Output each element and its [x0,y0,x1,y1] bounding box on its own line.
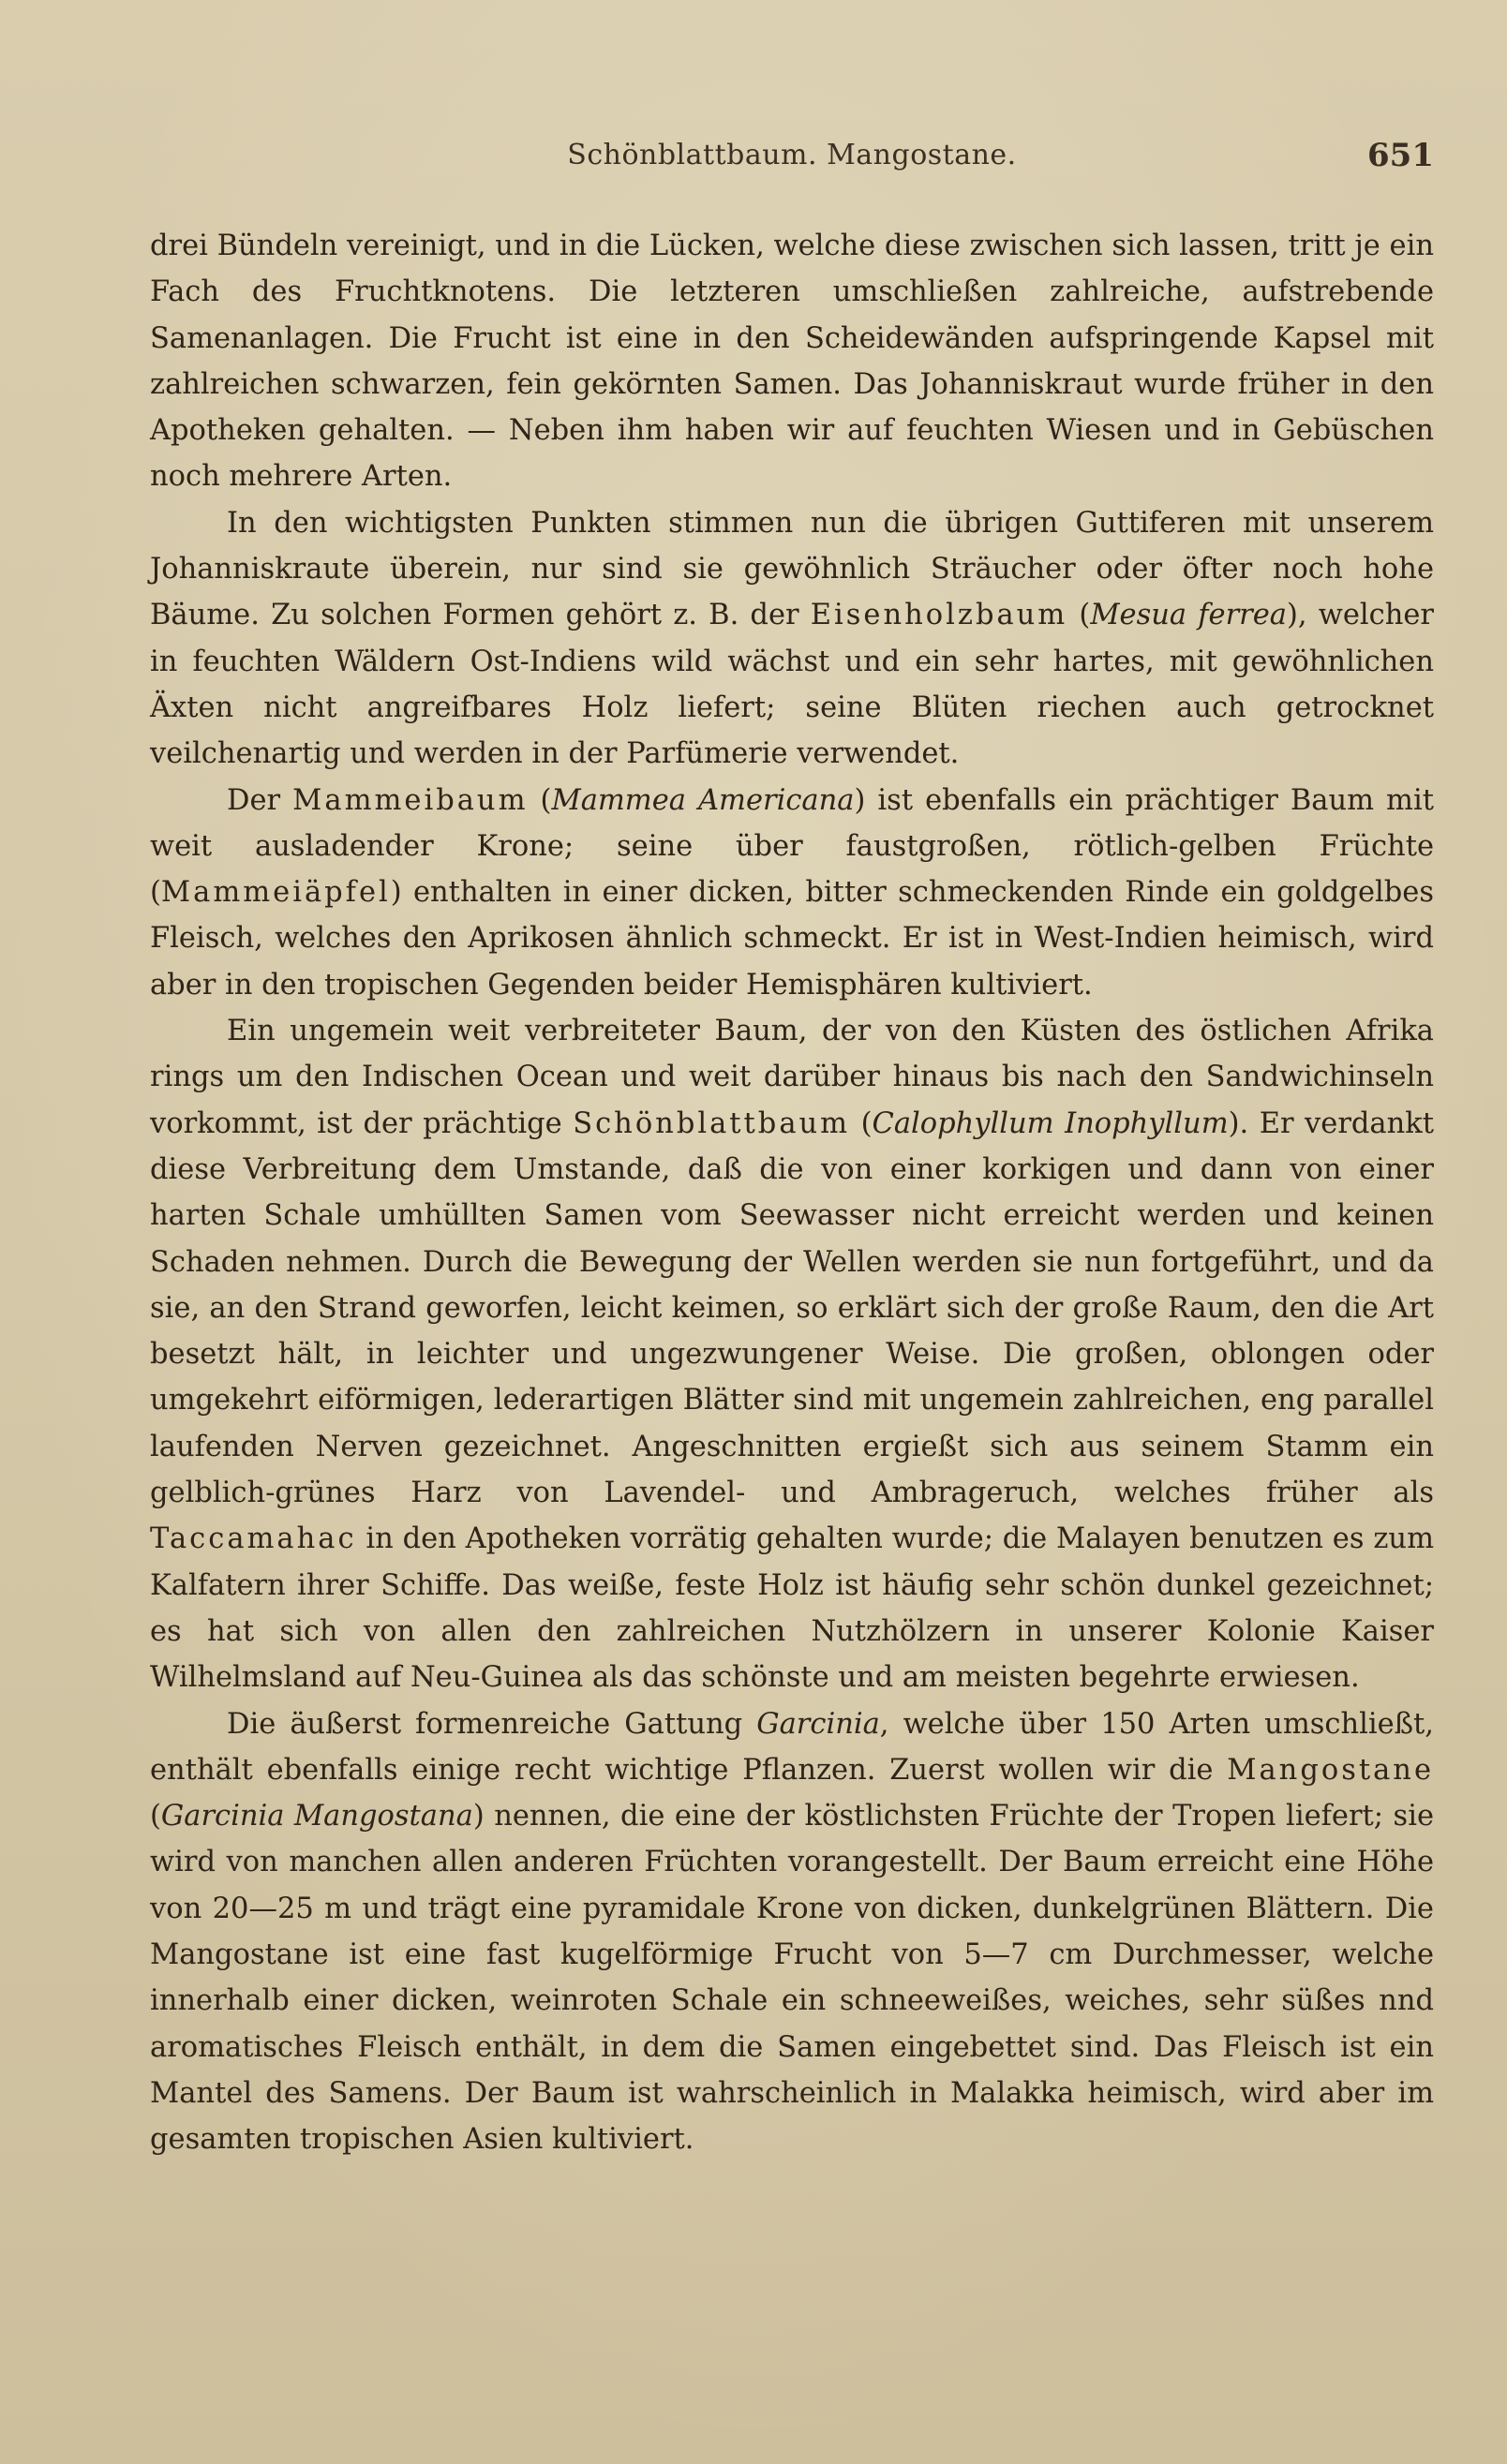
latin-name: Garcinia [756,1707,880,1741]
paragraph [150,223,1434,500]
body-text [150,223,1434,2162]
emphasized-term: Taccamahac [150,1522,357,1556]
text-run: In den wichtigsten Punkten stimmen nun die übrigen Guttiferen mit unserem Johanniskraute überein, nur sind sie gewöhnlich Sträucher oder öfter noch hohe Bäume. Zu solchen Formen gehört z. B. der [150,506,1434,632]
paragraph [150,778,1434,1008]
emphasized-term: Eisenholzbaum [810,599,1068,632]
emphasized-term: Mammeibaum [292,783,529,817]
text-run: ) ist ebenfalls ein prächtiger Baum mit weit ausladender Krone; seine über faustgroßen, rötlich-gelben Früchte ( [150,783,1434,910]
emphasized-term: Schönblattbaum [573,1106,851,1140]
text-run: ( [850,1106,873,1140]
running-title: Schönblattbaum. Mangostane. [567,139,1017,171]
text-run: ) nennen, die eine der köstlichsten Früchte der Tropen liefert; sie wird von manchen allen anderen Früchten vorangestellt. Der Baum erreicht eine Höhe von 20—25 m und trägt eine pyramidale Krone von dicken, dunkelgrünen Blättern. Die Mangostane ist eine fast kugelförmige Frucht von 5—7 cm Durchmesser, welche innerhalb einer dicken, weinroten Schale ein schneeweißes, weiches, sehr süßes nnd aromatisches Fleisch enthält, in dem die Samen eingebettet sind. Das Fleisch ist ein Mantel des Samens. Der Baum ist wahrscheinlich in Malakka heimisch, wird aber im gesamten tropischen Asien kultiviert. [150,1800,1435,2157]
page-number: 651 [1367,137,1434,174]
latin-name: Calophyllum Inophyllum [872,1106,1229,1140]
latin-name: Garcinia Mangostana [160,1800,473,1833]
text-run: Ein ungemein weit verbreiteter Baum, der von den Küsten des östlichen Afrika rings um den Indischen Ocean und weit darüber hinaus bis nach den Sandwichinseln vorkommt, ist der prächtige [150,1015,1434,1140]
text-run: ( [150,1800,161,1833]
text-run: drei Bündeln vereinigt, und in die Lücken, welche diese zwischen sich lassen, tritt je ein Fach des Fruchtknotens. Die letzteren umschließen zahlreiche, aufstrebende Samenanlagen. Die Frucht ist eine in den Scheidewänden aufspringende Kapsel mit zahlreichen schwarzen, fein gekörnten Samen. Das Johanniskraut wurde früher in den Apotheken gehalten. — Neben ihm haben wir auf feuchten Wiesen und in Gebüschen noch mehrere Arten. [150,230,1434,494]
running-head [150,139,1434,180]
text-run: in den Apotheken vorrätig gehalten wurde; die Malayen benutzen es zum Kalfatern ihrer Schiffe. Das weiße, feste Holz ist häufig sehr schön dunkel gezeichnet; es hat sich von allen den zahlreichen Nutzhölzern in unserer Kolonie Kaiser Wilhelmsland auf Neu-Guinea als das schönste und am meisten begehrte erwiesen. [150,1522,1434,1695]
paragraph [150,500,1434,778]
latin-name: Mesua ferrea [1090,599,1287,632]
text-run: ( [1067,599,1091,632]
emphasized-term: Mammeiäpfel [160,876,391,910]
text-run: , welche über 150 Arten umschließt, enthält ebenfalls einige recht wichtige Pflanzen. Zuerst wollen wir die [150,1707,1435,1787]
latin-name: Mammea Americana [551,783,855,817]
text-run: ), welcher in feuchten Wäldern Ost-Indiens wild wächst und ein sehr hartes, mit gewöhnlichen Äxten nicht angreifbares Holz liefert; seine Blüten riechen auch getrocknet veilchenartig und werden in der Parfümerie verwendet. [150,599,1435,771]
paragraph [150,1701,1434,2163]
text-run: Der [227,783,293,817]
paragraph [150,1008,1434,1700]
text-run: ) enthalten in einer dicken, bitter schmeckenden Rinde ein goldgelbes Fleisch, welches den Aprikosen ähnlich schmeckt. Er ist in West-Indien heimisch, wird aber in den tropischen Gegenden beider Hemisphären kultiviert. [150,876,1434,1002]
text-run: ). Er verdankt diese Verbreitung dem Umstande, daß die von einer korkigen und dann von einer harten Schale umhüllten Samen vom Seewasser nicht erreicht werden und keinen Schaden nehmen. Durch die Bewegung der Wellen werden sie nun fortgeführt, und da sie, an den Strand geworfen, leicht keimen, so erklärt sich der große Raum, den die Art besetzt hält, in leichter und ungezwungener Weise. Die großen, oblongen oder umgekehrt eiförmigen, lederartigen Blätter sind mit ungemein zahlreichen, eng parallel laufenden Nerven gezeichnet. Angeschnitten ergießt sich aus seinem Stamm ein gelblich-grünes Harz von Lavendel- und Ambrageruch, welches früher als [150,1106,1434,1510]
text-run: ( [528,783,552,817]
emphasized-term: Mangostane [1227,1753,1434,1787]
text-run: Die äußerst formenreiche Gattung [227,1707,757,1741]
